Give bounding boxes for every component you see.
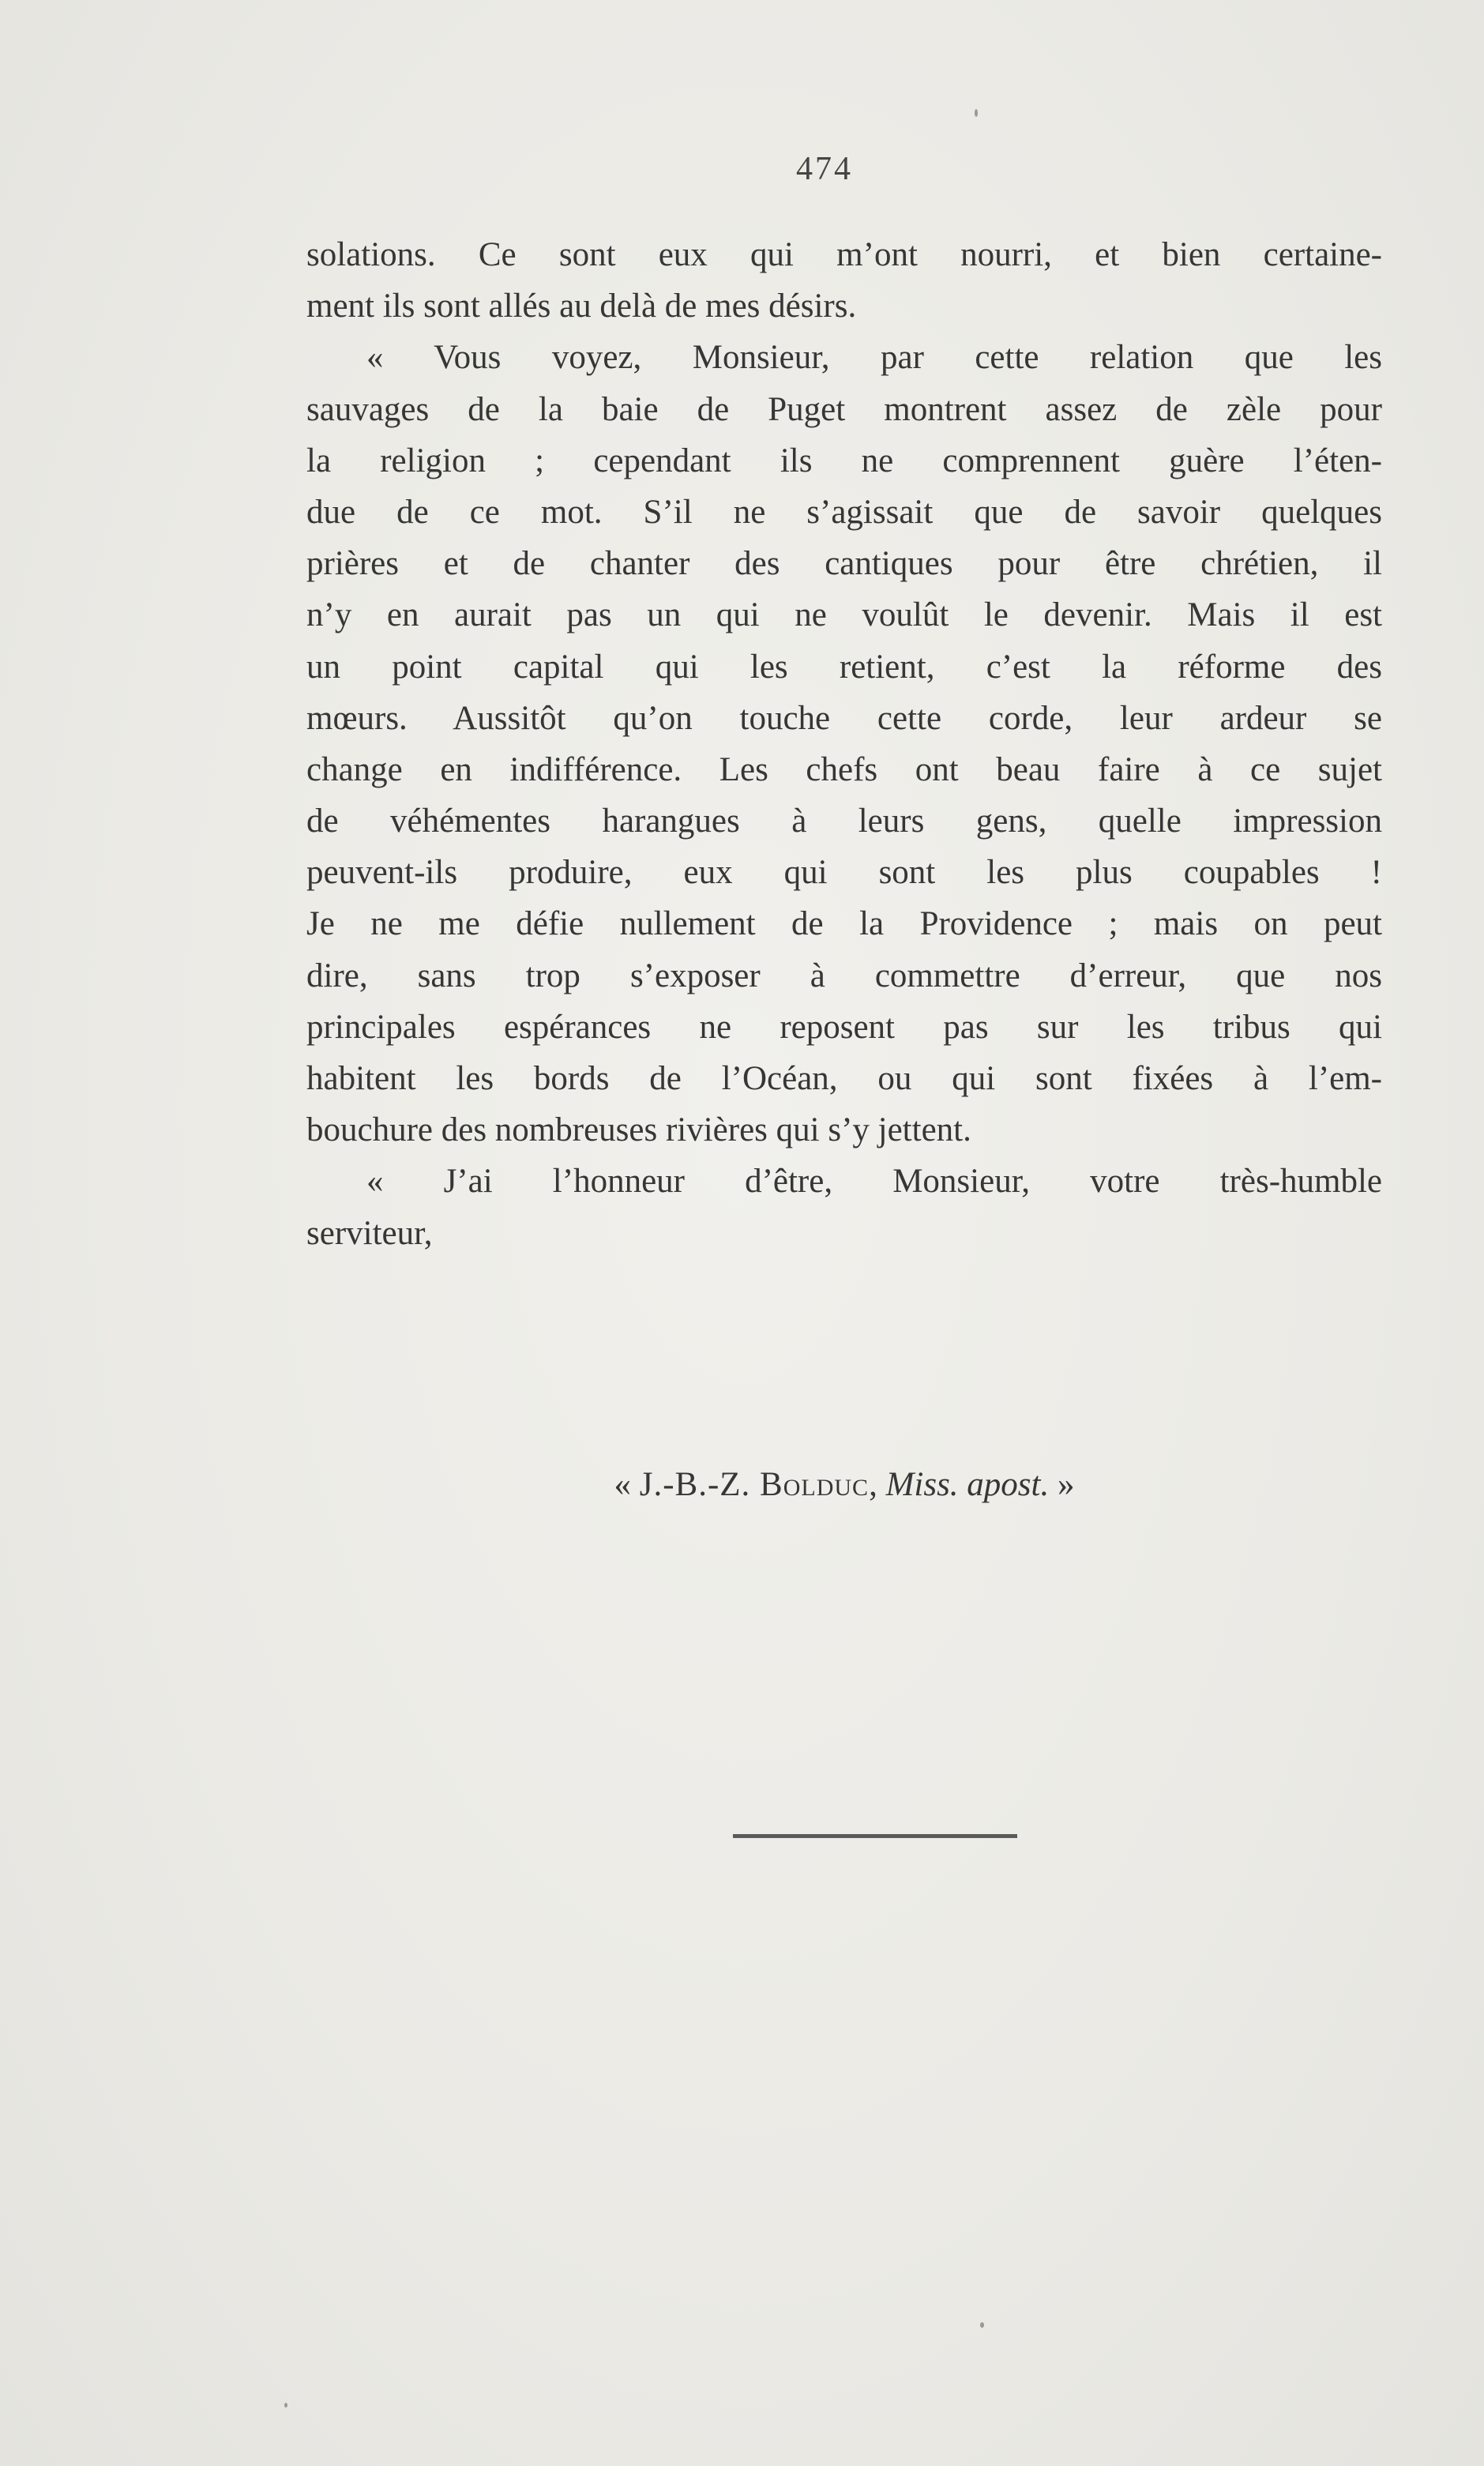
text-line: solations. Ce sont eux qui m’ont nourri, et bien certaine- xyxy=(306,236,1382,273)
signature xyxy=(306,1465,1382,1504)
text-line: mœurs. Aussitôt qu’on touche cette corde, leur ardeur se xyxy=(306,699,1382,737)
page-number: 474 xyxy=(796,151,853,187)
text-line: principales espérances ne reposent pas sur les tribus qui xyxy=(306,1008,1382,1046)
text-line: un point capital qui les retient, c’est la réforme des xyxy=(306,648,1382,686)
text-line: due de ce mot. S’il ne s’agissait que de savoir quelques xyxy=(306,493,1382,531)
signature-open-quote: « xyxy=(614,1466,631,1503)
signature-title: Miss. apost. xyxy=(885,1466,1050,1503)
text-line: Je ne me défie nullement de la Providence ; mais on peut xyxy=(306,905,1382,943)
text-line: prières et de chanter des cantiques pour être chrétien, il xyxy=(306,545,1382,583)
text-line: dire, sans trop s’exposer à commettre d’erreur, que nos xyxy=(306,957,1382,994)
text-line: « Vous voyez, Monsieur, par cette relation que les xyxy=(366,339,1382,377)
text-line: bouchure des nombreuses rivières qui s’y jettent. xyxy=(306,1111,971,1149)
signature-name: J.-B.-Z. Bolduc xyxy=(639,1466,870,1503)
text-line: serviteur, xyxy=(306,1214,433,1252)
text-line: ment ils sont allés au delà de mes désirs. xyxy=(306,288,857,325)
end-rule xyxy=(733,1834,1017,1838)
text-line: sauvages de la baie de Puget montrent assez de zèle pour xyxy=(306,390,1382,428)
text-line: peuvent-ils produire, eux qui sont les plus coupables ! xyxy=(306,854,1382,892)
ink-speck xyxy=(975,109,978,117)
text-line: change en indifférence. Les chefs ont beau faire à ce sujet xyxy=(306,750,1382,788)
body-text xyxy=(306,229,1382,1259)
text-line: n’y en aurait pas un qui ne voulût le devenir. Mais il est xyxy=(306,596,1382,634)
signature-close-quote: » xyxy=(1058,1466,1075,1503)
text-line: de véhémentes harangues à leurs gens, quelle impression xyxy=(306,803,1382,840)
ink-speck xyxy=(284,2403,287,2408)
text-line: habitent les bords de l’Océan, ou qui sont fixées à l’em- xyxy=(306,1060,1382,1097)
text-line: « J’ai l’honneur d’être, Monsieur, votre très-humble xyxy=(366,1163,1382,1201)
text-line: la religion ; cependant ils ne comprennent guère l’éten- xyxy=(306,442,1382,479)
signature-separator: , xyxy=(869,1466,886,1503)
ink-speck xyxy=(980,2322,984,2328)
